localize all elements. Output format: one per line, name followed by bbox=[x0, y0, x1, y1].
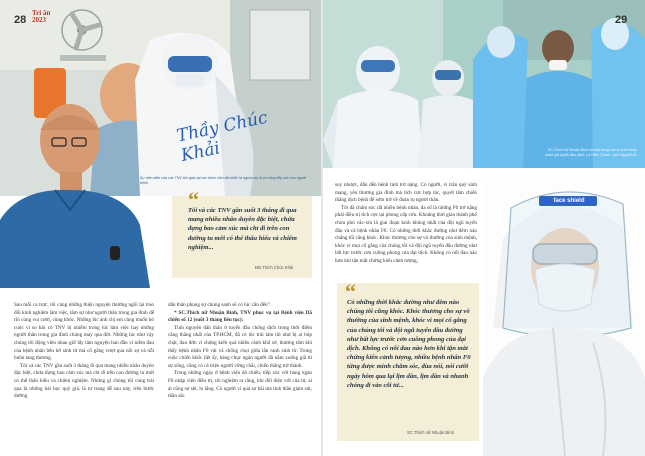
shield-label: face shield bbox=[553, 198, 585, 204]
gown-handwriting: Thầy Chúc Khải bbox=[175, 107, 270, 166]
paragraph: * SC.Thích nữ Nhuận Bình, TNV phục vụ tại Bệnh viện Dã chiến số 12 (suốt 3 tháng liên tục): bbox=[168, 309, 312, 324]
brand-line-1: Tri ân bbox=[32, 9, 51, 17]
paragraph: suy nhược, dẫn đến bệnh tình trở nặng. Có người, vì trân quý sinh mạng, yêu thương gia đình mà tích cực hợp tác, quyết tâm chiến thắng dịch bệnh để sớm trở về đoàn tụ người thân. bbox=[335, 182, 477, 204]
magazine-brand bbox=[32, 10, 50, 24]
ppe-scene bbox=[323, 0, 645, 168]
paragraph: Tôi và các TNV gần suốt 3 tháng đi qua mang nhiều nhân duyên đặc biệt, chứa đựng bao cảm xúc mà chỉ đi trên con đường tu mới có thể thấu hiểu và chiêm nghiệm. Những gì chúng tôi cùng trải qua là những bài học quý giá, là tư trang để sau này, trên bước đường bbox=[14, 362, 154, 400]
paragraph: Tôi đã chăm sóc rất nhiều bệnh nhân, đa số là những F0 trở nặng phải điều trị tích cực tại phòng cấp cứu. Khoảng thời gian thành phố chưa phủ vắc-xin là giai đoạn kinh khủng nhất của đội ngũ tuyến đầu và cả bệnh nhân F0. Có những thời khắc đường như đêm nào chẳng tối căng khóc. Khóc thương cho sự vô thường của sinh mệnh, khóc vì mọi cố gắng của chúng tôi và đội ngũ tuyến đầu đường như bất lực trước cơn cuồng phong của đại dịch. Không có nỗi đau nào hơn khi tận mắt chứng kiến cảnh tượng, bbox=[335, 204, 477, 264]
right-column-1 bbox=[335, 182, 477, 266]
quote-author-left: ĐĐ.Thích Chúc Khải bbox=[255, 265, 294, 270]
paragraph: Trong những ngày ở bệnh viện dã chiến, tiếp xúc với hàng ngàn F0 nhập viện điều trị, tôi nghiệm ra rằng, khi đối diện với của tử, ai ai cũng sợ sệt, lo lắng. Có người vì quá sợ hãi mà tinh thần giảm sút, thần sắc bbox=[168, 370, 312, 400]
right-page bbox=[323, 0, 645, 456]
quote-open-mark: “ bbox=[188, 187, 199, 212]
brand-line-2: 2023 bbox=[32, 16, 46, 24]
left-page bbox=[0, 0, 322, 456]
paragraph: Sau mỗi ca trực, tôi cùng những thiện nguyện thường ngồi lại trao đổi kinh nghiệm làm việc, tâm sự như người thân trong gia đình để rồi cùng vui cười, cùng khóc. Những lúc ánh chị em cùng muốn bỏ cuộc vì so khi có TNV bị nhiễm trong lúc làm việc hay những người thân trong gia đình chúng may qua đời. Những lúc như vậy chúng tôi động viên nhau giữ lấy tâm nguyện ban đầu vì niềm đau của bệnh nhân bên bờ sinh tử mà cố gắng vượt qua nỗi sợ và nỗi buồn tang thương. bbox=[14, 302, 154, 362]
nun-figure bbox=[483, 178, 645, 456]
left-column-2 bbox=[168, 302, 312, 401]
quote-open-mark: “ bbox=[345, 279, 356, 304]
pull-quote-left: Tôi và các TNV gần suốt 3 tháng đi qua mang nhiều nhân duyên đặc biệt, chứa đựng bao cảm xúc mà chỉ đi trên con đường tu mới có thể thấu hiểu và chiêm nghiệm... bbox=[188, 207, 297, 251]
paragraph: dấn thân phụng sự chúng sanh sẽ có lúc cần đến”. bbox=[168, 302, 272, 308]
photo-caption-right: SC.Thích nữ Nhuận Bình và một trong các tu sĩ trẻ khác tham gia tuyến đầu (ảnh: Lê Hiền Thanh - Anh Nguyễn B. bbox=[545, 148, 637, 157]
photo-caption-left: Sự hiện diện của các TNV tôn giáo tại các bệnh viện dã chiến là nguồn an ủi và cũng tiếp sức cho người bệnh bbox=[140, 176, 307, 185]
page-number-left: 28 bbox=[14, 14, 27, 26]
quote-author-right: SC.Thích nữ Nhuận Bình bbox=[407, 430, 455, 435]
pull-quote-right: Có những thời khắc đường như đêm nào chúng tôi cũng khóc. Khóc thương cho sự vô thường của sinh mệnh, khóc vì mọi cố gắng của chúng tôi và đội ngũ tuyến đầu đường như bất lực trước cơn cuồng phong của đại dịch. Không có nỗi đau nào hơn khi tận mắt chứng kiến cảnh tượng, nhiều bệnh nhân F0 từng được mình chăm sóc, đùa nói, nói cười ngày hôm qua lại lịm dần, lịm dần và nhanh chóng đi vào cõi tử... bbox=[347, 299, 471, 389]
ppe-photo bbox=[323, 0, 645, 168]
monk-portrait bbox=[0, 60, 150, 288]
left-column-1 bbox=[14, 302, 154, 401]
page-number-right: 29 bbox=[615, 14, 628, 26]
monk-figure bbox=[0, 60, 150, 288]
nun-portrait bbox=[483, 178, 645, 456]
paragraph: Tình nguyện dấn thân ở tuyến đầu chống dịch trong thời điểm căng thẳng nhất của TP.HCM, đã có lúc trải tâm tôi như bị ai bóp chặt, đau đớn vì chứng kiến quá nhiều cảnh khổ sở, thương tâm khi thấy bệnh nhân F0 vật vã chống chọi giữa lằn ranh sinh tử. Trong cuộc chiến khốc liệt ấy, hàng chục ngàn người đã nằm xuống giã từ sự sống, cũng có cả triệu người vững chãi, chiến thắng trở thành. bbox=[168, 324, 312, 369]
